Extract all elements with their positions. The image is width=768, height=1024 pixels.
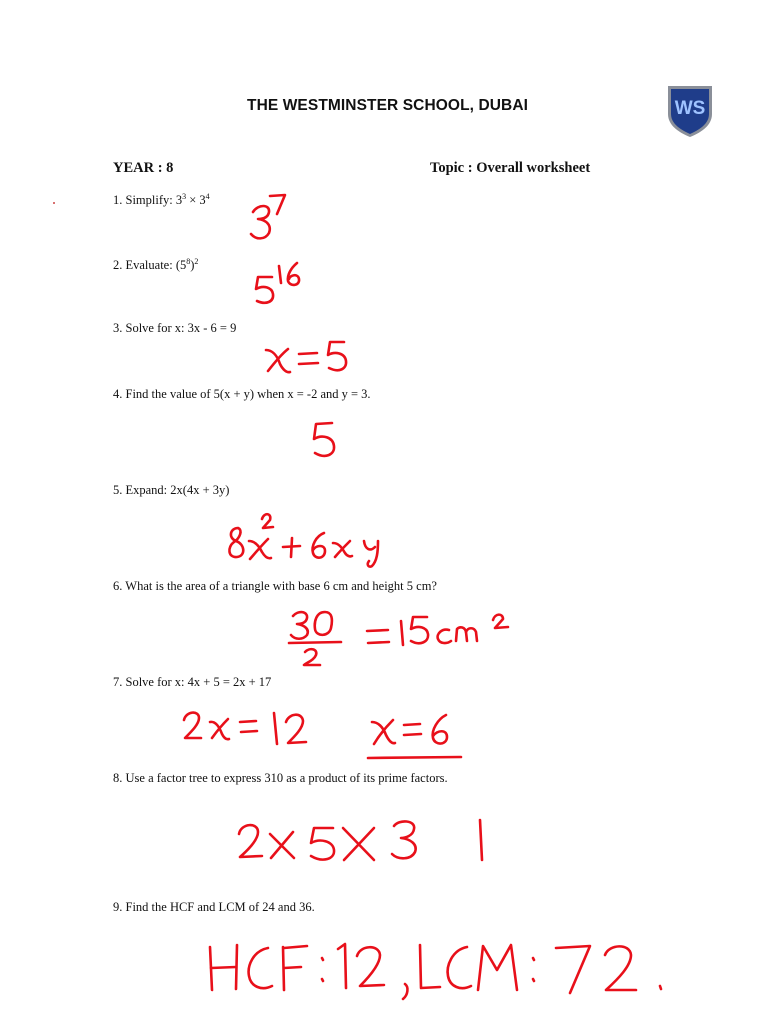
answer-7-handwriting bbox=[184, 713, 461, 758]
answer-6-handwriting bbox=[289, 612, 508, 665]
question-8: 8. Use a factor tree to express 310 as a product of its prime factors. bbox=[113, 771, 448, 785]
logo-text: WS bbox=[674, 98, 706, 119]
school-title: THE WESTMINSTER SCHOOL, DUBAI bbox=[247, 97, 529, 114]
question-4: 4. Find the value of 5(x + y) when x = -2 and y = 3. bbox=[113, 387, 371, 401]
question-9: 9. Find the HCF and LCM of 24 and 36. bbox=[113, 900, 315, 914]
year-label: YEAR : 8 bbox=[113, 160, 174, 176]
answer-8-handwriting bbox=[239, 820, 482, 860]
question-7: 7. Solve for x: 4x + 5 = 2x + 17 bbox=[113, 675, 272, 689]
question-2: 2. Evaluate: $(5^8)^2$ bbox=[113, 256, 199, 272]
answer-5-handwriting bbox=[229, 514, 378, 566]
topic-label: Topic : Overall worksheet bbox=[430, 160, 591, 176]
question-3: 3. Solve for x: 3x - 6 = 9 bbox=[113, 321, 237, 335]
question-6: 6. What is the area of a triangle with base 6 cm and height 5 cm? bbox=[113, 579, 437, 593]
question-5: 5. Expand: 2x(4x + 3y) bbox=[113, 483, 230, 497]
stray-mark bbox=[53, 202, 55, 204]
answer-2-handwriting bbox=[256, 263, 299, 303]
answer-3-handwriting bbox=[266, 342, 346, 372]
answer-1-handwriting bbox=[251, 195, 285, 238]
school-logo bbox=[666, 84, 714, 138]
question-1: 1. Simplify: $3^3 \times 3^4$ bbox=[113, 191, 210, 207]
answer-4-handwriting bbox=[314, 423, 334, 456]
answer-9-handwriting bbox=[210, 944, 661, 999]
